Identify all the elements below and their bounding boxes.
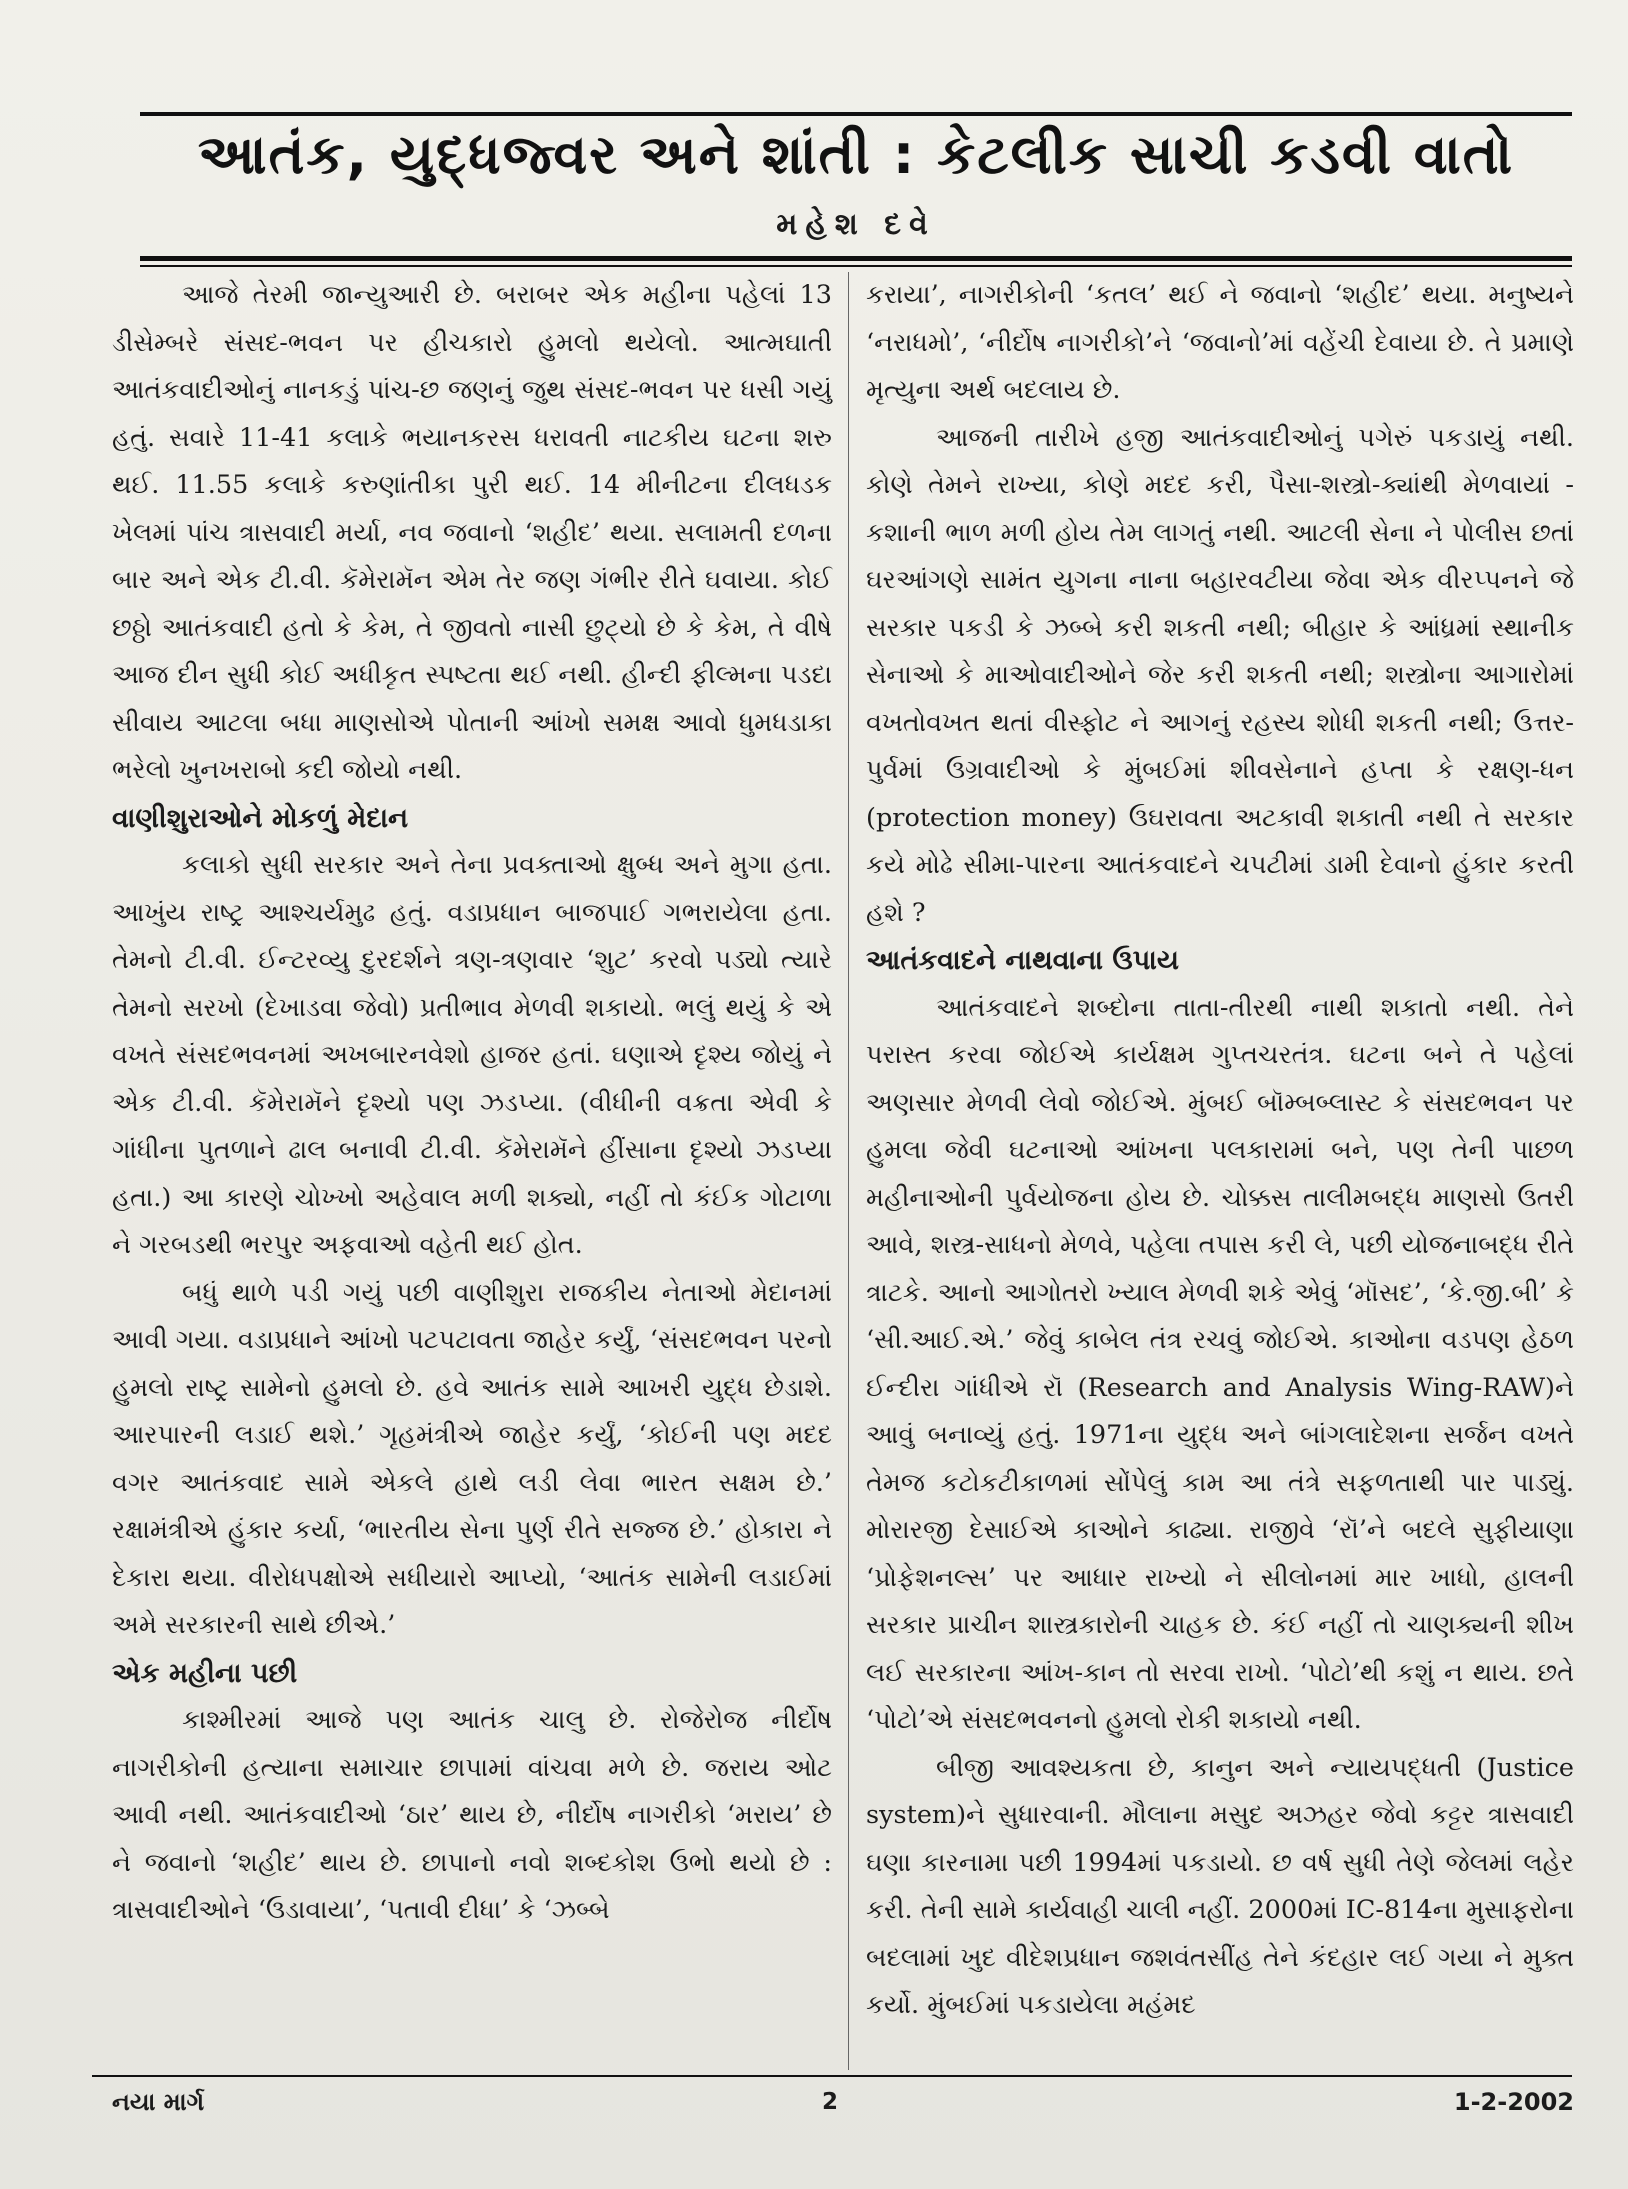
header-rule-thin	[140, 265, 1572, 267]
left-column	[112, 272, 832, 1935]
issue-date: 1-2-2002	[1453, 2088, 1574, 2116]
paragraph: કાશ્મીરમાં આજે પણ આતંક ચાલુ છે. રોજેરોજ નીર્દોષ નાગરીકોની હત્યાના સમાચાર છાપામાં વાંચવા મળે છે. જરાય ઓટ આવી નથી. આતંકવાદીઓ ‘ઠાર’ થાય છે, નીર્દોષ નાગરીકો ‘મરાય’ છે ને જવાનો ‘શહીદ’ થાય છે. છાપાનો નવો શબ્દકોશ ઉભો થયો છે : ત્રાસવાદીઓને ‘ઉડાવાયા’, ‘પતાવી દીધા’ કે ‘ઝબ્બે	[112, 1705, 832, 1925]
right-column	[866, 272, 1574, 2030]
column-divider	[848, 272, 849, 2070]
section-heading: વાણીશુરાઓને મોકળું મેદાન	[112, 802, 409, 834]
paragraph: કરાયા’, નાગરીકોની ‘કતલ’ થઈ ને જવાનો ‘શહીદ’ થયા. મનુષ્યને ‘નરાધમો’, ‘નીર્દોષ નાગરીકો’ને ‘જવાનો’માં વહેંચી દેવાયા છે. તે પ્રમાણે મૃત્યુના અર્થ બદલાય છે.	[866, 280, 1574, 405]
paragraph: કલાકો સુધી સરકાર અને તેના પ્રવક્તાઓ ક્ષુબ્ધ અને મુગા હતા. આખુંય રાષ્ટ્ર આશ્ચર્યમુઢ હતું. વડાપ્રધાન બાજપાઈ ગભરાયેલા હતા. તેમનો ટી.વી. ઈન્ટરવ્યુ દુરદર્શને ત્રણ-ત્રણવાર ‘શુટ’ કરવો પડ્યો ત્યારે તેમનો સરખો (દેખાડવા જેવો) પ્રતીભાવ મેળવી શકાયો. ભલું થયું કે એ વખતે સંસદભવનમાં અખબારનવેશો હાજર હતાં. ઘણાએ દૃશ્ય જોયું ને એક ટી.વી. કૅમેરામૅને દૃશ્યો પણ ઝડપ્યા. (વીધીની વક્રતા એવી કે ગાંધીના પુતળાને ઢાલ બનાવી ટી.વી. કૅમેરામૅને હીંસાના દૃશ્યો ઝડપ્યા હતા.) આ કારણે ચોખ્ખો અહેવાલ મળી શક્યો, નહીં તો કંઈક ગોટાળા ને ગરબડથી ભરપુર અફવાઓ વહેતી થઈ હોત.	[112, 850, 832, 1260]
paragraph: આજે તેરમી જાન્યુઆરી છે. બરાબર એક મહીના પહેલાં 13 ડીસેમ્બરે સંસદ-ભવન પર હીચકારો હુમલો થયેલો. આત્મઘાતી આતંકવાદીઓનું નાનકડું પાંચ-છ જણનું જુથ સંસદ-ભવન પર ધસી ગયું હતું. સવારે 11-41 કલાકે ભયાનકરસ ધરાવતી નાટકીય ઘટના શરુ થઈ. 11.55 કલાકે કરુણાંતીકા પુરી થઈ. 14 મીનીટના દીલધડક ખેલમાં પાંચ ત્રાસવાદી મર્યા, નવ જવાનો ‘શહીદ’ થયા. સલામતી દળના બાર અને એક ટી.વી. કૅમેરામૅન એમ તેર જણ ગંભીર રીતે ઘવાયા. કોઈ છઠ્ઠો આતંકવાદી હતો કે કેમ, તે જીવતો નાસી છુટ્યો છે કે કેમ, તે વીષે આજ દીન સુધી કોઈ અધીકૃત સ્પષ્ટતા થઈ નથી. હીન્દી ફીલ્મના પડદા સીવાય આટલા બધા માણસોએ પોતાની આંખો સમક્ષ આવો ધુમધડાકા ભરેલો ખુનખરાબો કદી જોયો નથી.	[112, 280, 832, 785]
paragraph: બધું થાળે પડી ગયું પછી વાણીશુરા રાજકીય નેતાઓ મેદાનમાં આવી ગયા. વડાપ્રધાને આંખો પટપટાવતા જાહેર કર્યું, ‘સંસદભવન પરનો હુમલો રાષ્ટ્ર સામેનો હુમલો છે. હવે આતંક સામે આખરી યુદ્ધ છેડાશે. આરપારની લડાઈ થશે.’ ગૃહમંત્રીએ જાહેર કર્યું, ‘કોઈની પણ મદદ વગર આતંકવાદ સામે એકલે હાથે લડી લેવા ભારત સક્ષમ છે.’ રક્ષામંત્રીએ હુંકાર કર્યા, ‘ભારતીય સેના પુર્ણ રીતે સજ્જ છે.’ હોકારા ને દેકારા થયા. વીરોધપક્ષોએ સધીયારો આપ્યો, ‘આતંક સામેની લડાઈમાં અમે સરકારની સાથે છીએ.’	[112, 1277, 832, 1640]
footer-rule	[92, 2075, 1572, 2077]
section-heading: એક મહીના પછી	[112, 1657, 298, 1689]
paragraph: આજની તારીખે હજી આતંકવાદીઓનું પગેરું પકડાયું નથી. કોણે તેમને રાખ્યા, કોણે મદદ કરી, પૈસા-શસ્ત્રો-ક્યાંથી મેળવાયાં - કશાની ભાળ મળી હોય તેમ લાગતું નથી. આટલી સેના ને પોલીસ છતાં ઘરઆંગણે સામંત યુગના નાના બહારવટીયા જેવા એક વીરપ્પનને જે સરકાર પકડી કે ઝબ્બે કરી શકતી નથી; બીહાર કે આંધ્રમાં સ્થાનીક સેનાઓ કે માઓવાદીઓને જેર કરી શકતી નથી; શસ્ત્રોના આગારોમાં વખતોવખત થતાં વીસ્ફોટ ને આગનું રહસ્ય શોધી શકતી નથી; ઉત્તર-પુર્વમાં ઉગ્રવાદીઓ કે મુંબઈમાં શીવસેનાને હપ્તા કે રક્ષણ-ધન (protection money) ઉઘરાવતા અટકાવી શકાતી નથી તે સરકાર કયે મોઢે સીમા-પારના આતંકવાદને ચપટીમાં ડામી દેવાનો હુંકાર કરતી હશે ?	[866, 422, 1574, 928]
header-rule-thick	[140, 256, 1572, 261]
page-number: 2	[821, 2089, 838, 2115]
section-heading: આતંકવાદને નાથવાના ઉપાય	[866, 945, 1180, 976]
article-author: મહેશ દવે	[776, 206, 936, 242]
paragraph: બીજી આવશ્યકતા છે, કાનુન અને ન્યાયપદ્ધતી (Justice system)ને સુધારવાની. મૌલાના મસુદ અઝહર જેવો કટ્ટર ત્રાસવાદી ઘણા કારનામા પછી 1994માં પકડાયો. છ વર્ષ સુધી તેણે જેલમાં લહેર કરી. તેની સામે કાર્યવાહી ચાલી નહીં. 2000માં IC-814ના મુસાફરોના બદલામાં ખુદ વીદેશપ્રધાન જશવંતસીંહ તેને કંદહાર લઈ ગયા ને મુક્ત કર્યો. મુંબઈમાં પકડાયેલા મહંમદ	[866, 1752, 1574, 2020]
article-title: આતંક, યુદ્ધજ્વર અને શાંતી : કેટલીક સાચી કડવી વાતો	[197, 123, 1515, 186]
publication-name: નયા માર્ગ	[112, 2088, 205, 2116]
paragraph: આતંકવાદને શબ્દોના તાતા-તીરથી નાથી શકાતો નથી. તેને પરાસ્ત કરવા જોઈએ કાર્યક્ષમ ગુપ્તચરતંત્ર. ઘટના બને તે પહેલાં અણસાર મેળવી લેવો જોઈએ. મુંબઈ બૉમ્બબ્લાસ્ટ કે સંસદભવન પર હુમલા જેવી ઘટનાઓ આંખના પલકારામાં બને, પણ તેની પાછળ મહીનાઓની પુર્વયોજના હોય છે. ચોક્કસ તાલીમબદ્ધ માણસો ઉતરી આવે, શસ્ત્ર-સાધનો મેળવે, પહેલા તપાસ કરી લે, પછી યોજનાબદ્ધ રીતે ત્રાટકે. આનો આગોતરો ખ્યાલ મેળવી શકે એવું ‘મૉસદ’, ‘કે.જી.બી’ કે ‘સી.આઈ.એ.’ જેવું કાબેલ તંત્ર રચવું જોઈએ. કાઓના વડપણ હેઠળ ઈન્દીરા ગાંધીએ રૉ (Research and Analysis Wing-RAW)ને આવું બનાવ્યું હતું. 1971ના યુદ્ધ અને બાંગલાદેશના સર્જન વખતે તેમજ કટોકટીકાળમાં સોંપેલું કામ આ તંત્રે સફળતાથી પાર પાડ્યું. મોરારજી દેસાઈએ કાઓને કાઢ્યા. રાજીવે ‘રૉ’ને બદલે સુફીયાણા ‘પ્રોફેશનલ્સ’ પર આધાર રાખ્યો ને સીલોનમાં માર ખાધો, હાલની સરકાર પ્રાચીન શાસ્ત્રકારોની ચાહક છે. કંઈ નહીં તો ચાણક્યની શીખ લઈ સરકારના આંખ-કાન તો સરવા રાખો. ‘પોટો’થી કશું ન થાય. છતે ‘પોટો’એ સંસદભવનનો હુમલો રોકી શકાયો નથી.	[866, 992, 1574, 1735]
